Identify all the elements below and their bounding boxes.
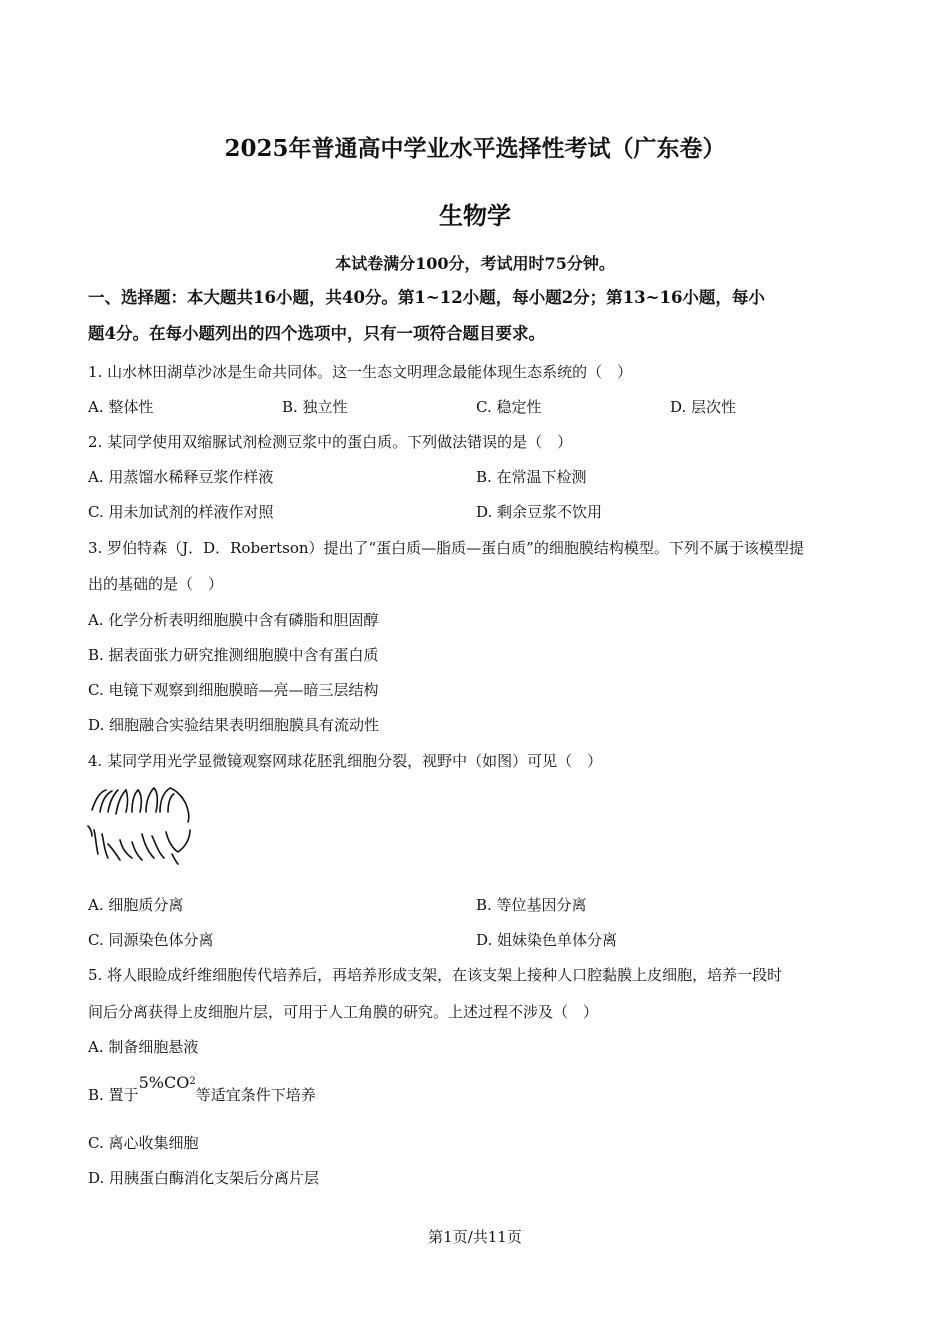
question-1-option-c: C. 稳定性 xyxy=(476,398,542,416)
question-1-option-a: A. 整体性 xyxy=(88,398,154,416)
chromosome-mark xyxy=(146,788,157,812)
co2-formula xyxy=(139,1073,196,1092)
chromosome-mark xyxy=(88,826,92,836)
chromosome-mark xyxy=(102,834,108,858)
chromosome-mark xyxy=(152,836,164,858)
question-1-option-b: B. 独立性 xyxy=(282,398,348,416)
chromosome-mark xyxy=(132,842,142,860)
question-4-option-c: C. 同源染色体分离 xyxy=(88,931,214,949)
section-heading-line2: 题4分。在每小题列出的四个选项中，只有一项符合题目要求。 xyxy=(88,324,545,343)
question-5-option-b-prefix: B. 置于 xyxy=(88,1086,139,1104)
question-1-option-d: D. 层次性 xyxy=(670,398,737,416)
page-footer: 第1页/共11页 xyxy=(428,1228,522,1246)
cell-division-micrograph-figure xyxy=(86,782,198,868)
chromosome-mark xyxy=(172,854,178,864)
co2-formula-subscript: 2 xyxy=(189,1076,196,1087)
question-1-stem: 1. 山水林田湖草沙冰是生命共同体。这一生态文明理念最能体现生态系统的（ ） xyxy=(88,363,633,381)
question-3-stem-line1: 3. 罗伯特森（J．D．Robertson）提出了“蛋白质—脂质—蛋白质”的细胞膜结构模型。下列不属于该模型提 xyxy=(88,539,804,557)
question-2-option-b: B. 在常温下检测 xyxy=(476,468,587,486)
chromosome-mark xyxy=(160,788,189,822)
question-3-option-d: D. 细胞融合实验结果表明细胞膜具有流动性 xyxy=(88,716,380,734)
question-2-option-d: D. 剩余豆浆不饮用 xyxy=(476,503,603,521)
question-5-option-d: D. 用胰蛋白酶消化支架后分离片层 xyxy=(88,1169,320,1187)
question-3-option-a: A. 化学分析表明细胞膜中含有磷脂和胆固醇 xyxy=(88,611,379,629)
question-5-stem-line1: 5. 将人眼睑成纤维细胞传代培养后，再培养形成支架，在该支架上接种人口腔黏膜上皮细胞，培养一段时 xyxy=(88,966,783,984)
question-4-option-b: B. 等位基因分离 xyxy=(476,896,587,914)
question-4-stem: 4. 某同学用光学显微镜观察网球花胚乳细胞分裂，视野中（如图）可见（ ） xyxy=(88,752,603,770)
question-4-option-d: D. 姐妹染色单体分离 xyxy=(476,931,618,949)
chromosome-mark xyxy=(166,830,190,852)
question-3-option-b: B. 据表面张力研究推测细胞膜中含有蛋白质 xyxy=(88,646,379,664)
chromosome-mark xyxy=(168,794,174,812)
question-2-option-c: C. 用未加试剂的样液作对照 xyxy=(88,503,274,521)
exam-note: 本试卷满分100分，考试用时75分钟。 xyxy=(335,254,615,273)
question-5-option-a: A. 制备细胞悬液 xyxy=(88,1038,199,1056)
chromosome-mark xyxy=(108,844,120,860)
question-5-option-c: C. 离心收集细胞 xyxy=(88,1134,199,1152)
question-5-option-b-suffix: 等适宜条件下培养 xyxy=(195,1086,316,1104)
question-5-option-b xyxy=(88,1073,316,1108)
question-4-option-a: A. 细胞质分离 xyxy=(88,896,184,914)
subject-title: 生物学 xyxy=(439,201,511,230)
chromosome-mark xyxy=(132,790,141,812)
chromosome-mark xyxy=(116,790,128,814)
question-2-stem: 2. 某同学使用双缩脲试剂检测豆浆中的蛋白质。下列做法错误的是（ ） xyxy=(88,433,573,451)
chromosome-mark xyxy=(120,840,132,858)
question-3-option-c: C. 电镜下观察到细胞膜暗—亮—暗三层结构 xyxy=(88,681,379,699)
exam-title: 2025年普通高中学业水平选择性考试（广东卷） xyxy=(224,135,726,162)
section-heading-line1: 一、选择题：本大题共16小题，共40分。第1~12小题，每小题2分；第13~16小题，每小 xyxy=(88,288,765,307)
chromosome-mark xyxy=(94,830,98,854)
question-3-stem-line2: 出的基础的是（ ） xyxy=(88,575,224,593)
section-heading xyxy=(88,280,860,352)
co2-formula-main: 5%CO xyxy=(138,1073,190,1092)
question-2-option-a: A. 用蒸馏水稀释豆浆作样液 xyxy=(88,468,274,486)
question-5-stem-line2: 间后分离获得上皮细胞片层，可用于人工角膜的研究。上述过程不涉及（ ） xyxy=(88,1003,599,1021)
